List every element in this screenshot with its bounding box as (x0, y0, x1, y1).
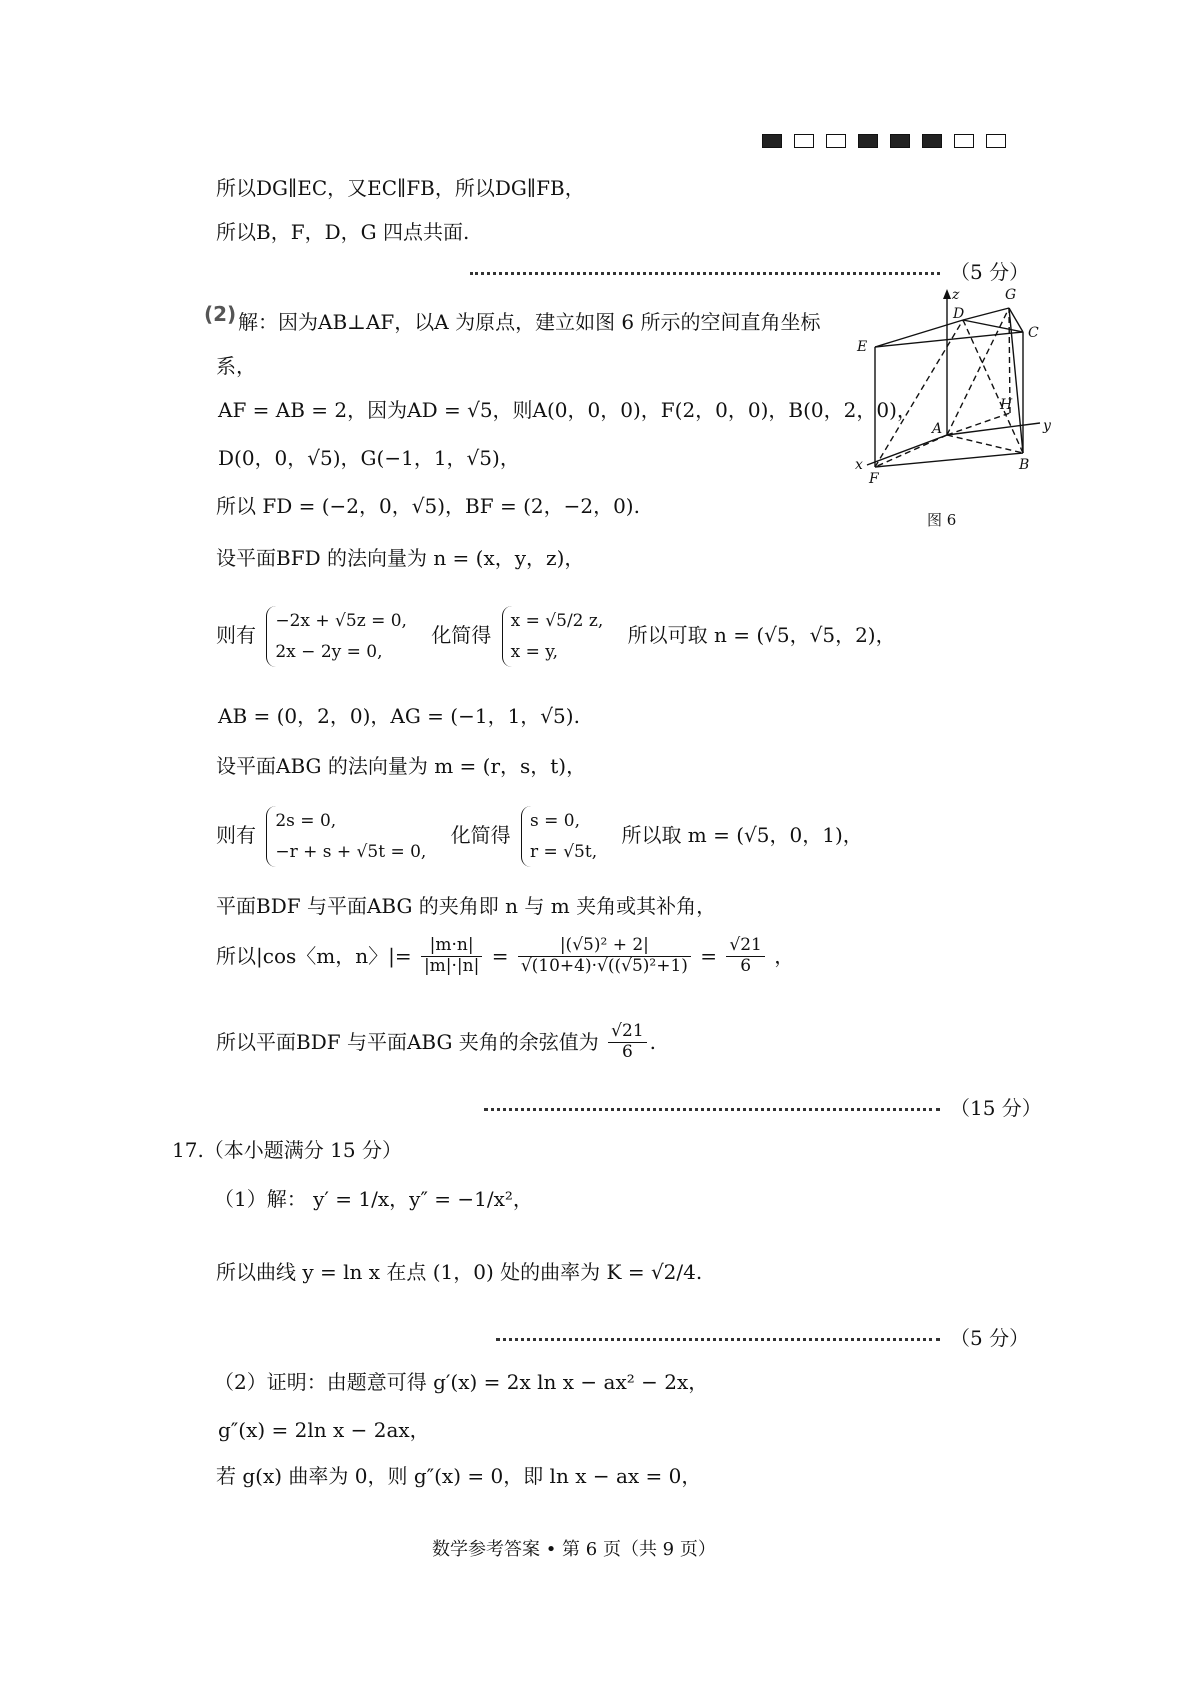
line-normal-abg: 设平面ABG 的法向量为 m = (r，s，t)， (216, 754, 587, 778)
normal-n-result: 所以可取 n = (√5，√5，2)， (627, 623, 896, 648)
line-angle: 平面BDF 与平面ABG 的夹角即 n 与 m 夹角或其补角， (216, 894, 717, 918)
edge-DC (963, 320, 1023, 332)
header-box (762, 134, 782, 148)
label-G: G (1005, 287, 1017, 303)
cosine-prefix: 所以|cos〈m，n〉|= (216, 944, 412, 969)
label-D: D (953, 306, 965, 322)
label-F: F (869, 471, 879, 487)
score-leader (470, 272, 940, 275)
line-coordinates-a: AF = AB = 2，因为AD = √5，则A(0，0，0)，F(2，0，0)，B(0，2，0)， (218, 398, 917, 422)
part1-label: （1）解： (214, 1187, 307, 1211)
equation: s = 0, (530, 811, 581, 831)
then-label: 则有 (216, 823, 256, 848)
figure-6-prism (855, 285, 1055, 500)
header-box (954, 134, 974, 148)
equation-system (266, 806, 426, 867)
equation: x = √5/2 z, (510, 611, 604, 631)
score-15: （15 分） (950, 1096, 1042, 1120)
equals: = (700, 944, 718, 969)
equation: 2s = 0, (275, 811, 337, 831)
page-footer: 数学参考答案 • 第 6 页（共 9 页） (432, 1539, 716, 1560)
numerator: |(√5)² + 2| (518, 936, 691, 957)
q17-part1 (214, 1186, 533, 1212)
header-box (986, 134, 1006, 148)
line-vectors-fd-bf: 所以 FD = (−2，0，√5)，BF = (2，−2，0). (216, 494, 640, 518)
line-coplanar: 所以B，F，D，G 四点共面. (216, 220, 470, 244)
header-box (826, 134, 846, 148)
simplify-label: 化简得 (450, 823, 511, 848)
equation-system (521, 806, 597, 867)
q17-curvature-zero: 若 g(x) 曲率为 0，则 g″(x) = 0，即 ln x − ax = 0， (216, 1464, 702, 1488)
x-axis (867, 435, 947, 465)
equation: r = √5t, (530, 841, 598, 862)
fraction (421, 936, 482, 976)
header-box (794, 134, 814, 148)
derivatives: y′ = 1/x，y″ = −1/x²， (313, 1187, 533, 1211)
line-dg-parallel: 所以DG∥EC，又EC∥FB，所以DG∥FB， (216, 176, 585, 200)
score-leader (484, 1108, 940, 1111)
line-normal-bfd: 设平面BFD 的法向量为 n = (x，y，z)， (216, 546, 585, 570)
numerator: |m·n| (421, 936, 482, 957)
header-box (858, 134, 878, 148)
comma: ， (774, 944, 795, 969)
equals: = (491, 944, 509, 969)
q17-g-second: g″(x) = 2ln x − 2ax， (218, 1418, 430, 1442)
simplify-label: 化简得 (431, 623, 492, 648)
header-box (922, 134, 942, 148)
fraction (518, 936, 691, 976)
fraction (608, 1022, 646, 1062)
score-leader (496, 1338, 940, 1341)
edge-AG (947, 308, 1009, 435)
label-y: y (1043, 418, 1051, 434)
edge-AF (875, 435, 947, 467)
z-arrow (943, 289, 951, 299)
denominator: 6 (621, 1041, 633, 1062)
label-z: z (952, 287, 960, 303)
equation: −r + s + √5t = 0, (275, 841, 427, 862)
final-text: 所以平面BDF 与平面ABG 夹角的余弦值为 (216, 1030, 599, 1055)
q17-part2: （2）证明：由题意可得 g′(x) = 2x ln x − ax² − 2x， (214, 1370, 709, 1394)
figure-caption: 图 6 (927, 511, 957, 529)
equation: −2x + √5z = 0, (275, 611, 407, 631)
equation: x = y, (510, 641, 559, 662)
label-x: x (855, 457, 863, 473)
equation: 2x − 2y = 0, (275, 641, 383, 662)
score-5-a: （5 分） (950, 260, 1030, 284)
denominator: 6 (740, 955, 752, 976)
final-answer (216, 1022, 656, 1062)
header-box (890, 134, 910, 148)
part2-label: (2) (204, 302, 237, 326)
label-E: E (857, 339, 868, 355)
edge-FB (875, 453, 1023, 467)
label-C: C (1028, 325, 1039, 341)
label-A: A (932, 421, 943, 437)
question-17-title: 17.（本小题满分 15 分） (172, 1138, 402, 1162)
part2-intro-cont: 系， (216, 354, 256, 378)
then-label: 则有 (216, 623, 256, 648)
equation-system (266, 606, 407, 667)
period: . (649, 1030, 656, 1055)
line-vectors-ab-ag: AB = (0，2，0)，AG = (−1，1，√5). (218, 704, 580, 728)
cosine-formula (216, 936, 794, 976)
numerator: √21 (726, 936, 764, 957)
line-coordinates-dg: D(0，0，√5)，G(−1，1，√5)， (218, 446, 520, 470)
y-axis (947, 423, 1040, 435)
equation-system (502, 606, 604, 667)
system-abg (216, 806, 863, 867)
system-bfd (216, 606, 896, 667)
label-H: H (1000, 397, 1013, 413)
denominator: |m|·|n| (423, 955, 480, 976)
part2-intro: 解：因为AB⊥AF，以A 为原点，建立如图 6 所示的空间直角坐标 (238, 310, 821, 334)
edge-DG (963, 308, 1009, 320)
score-5-b: （5 分） (950, 1326, 1030, 1350)
header-marks (762, 134, 1006, 148)
denominator: √(10+4)·√((√5)²+1) (520, 955, 688, 976)
label-B: B (1019, 457, 1030, 473)
edge-AB (947, 435, 1023, 453)
fraction (726, 936, 764, 976)
q17-curvature: 所以曲线 y = ln x 在点 (1，0) 处的曲率为 K = √2/4. (216, 1260, 703, 1284)
normal-m-result: 所以取 m = (√5，0，1)， (621, 823, 863, 848)
numerator: √21 (608, 1022, 646, 1043)
